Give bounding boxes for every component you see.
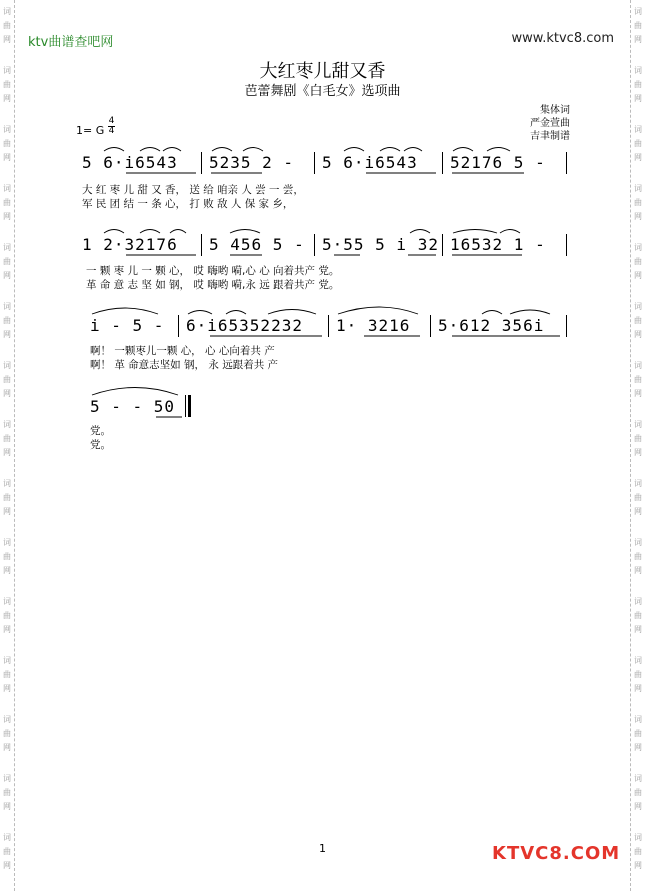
line3-lyrics-verse2: 啊！ 革 命意志坚如 钢， 永 远跟着共 产 (90, 359, 279, 371)
watermark-glyph: 曲 (634, 670, 642, 679)
watermark-glyph: 词 (3, 243, 11, 252)
watermark-glyph: 曲 (634, 257, 642, 266)
time-sig-numerator: 4 (108, 116, 115, 126)
watermark-glyph: 曲 (634, 139, 642, 148)
watermark-glyph: 曲 (634, 552, 642, 561)
line1-measure3: 5 6·i6543 (322, 153, 418, 172)
watermark-glyph: 曲 (634, 434, 642, 443)
watermark-glyph: 词 (634, 774, 642, 783)
site-url-right[interactable]: www.ktvc8.com (511, 31, 614, 46)
watermark-glyph: 曲 (3, 552, 11, 561)
watermark-glyph: 词 (3, 715, 11, 724)
watermark-glyph: 词 (3, 66, 11, 75)
line3-measure3: 1· 3216 (336, 316, 411, 335)
line1-measure4: 52176 5 - (450, 153, 546, 172)
line1-measure1: 5 6·i6543 (82, 153, 178, 172)
line1-lyrics-verse2: 军 民 团 结 一 条 心， 打 败 敌 人 保 家 乡， (82, 198, 294, 210)
line2-lyrics-verse1: 一 颗 枣 儿 一 颗 心， 哎 嗨哟 嗬,心 心 向着共产 党。 (86, 265, 340, 277)
watermark-glyph: 网 (3, 802, 11, 811)
time-sig-denominator: 4 (108, 126, 115, 136)
watermark-glyph: 曲 (3, 788, 11, 797)
line3-measure1: i - 5 - (90, 316, 165, 335)
watermark-glyph: 曲 (634, 316, 642, 325)
song-title: 大红枣儿甜又香 (259, 61, 386, 82)
watermark-glyph: 网 (634, 153, 642, 162)
line2-measure3: 5·55 5 i 32 (322, 235, 439, 254)
watermark-glyph: 网 (3, 330, 11, 339)
line3-lyrics-verse1: 啊！ 一颗枣儿一颗 心， 心 心向着共 产 (90, 345, 275, 357)
page-number: 1 (319, 842, 326, 855)
watermark-glyph: 词 (3, 597, 11, 606)
song-subtitle: 芭蕾舞剧《白毛女》选项曲 (244, 84, 401, 99)
watermark-glyph: 曲 (3, 316, 11, 325)
watermark-glyph: 网 (634, 684, 642, 693)
watermark-glyph: 曲 (634, 611, 642, 620)
watermark-glyph: 词 (3, 184, 11, 193)
watermark-glyph: 词 (634, 66, 642, 75)
line3-measure2: 6·i65352232 (186, 316, 303, 335)
line4-measure1: 5 - - 50 (90, 397, 176, 416)
watermark-glyph: 曲 (3, 493, 11, 502)
watermark-glyph: 词 (634, 184, 642, 193)
watermark-glyph: 曲 (634, 493, 642, 502)
watermark-glyph: 网 (634, 566, 642, 575)
watermark-glyph: 曲 (3, 729, 11, 738)
line1-measure2: 5235 2 - (209, 153, 295, 172)
watermark-glyph: 网 (3, 861, 11, 870)
watermark-glyph: 词 (634, 361, 642, 370)
watermark-glyph: 词 (3, 302, 11, 311)
watermark-glyph: 网 (3, 743, 11, 752)
watermark-glyph: 网 (634, 94, 642, 103)
line1-lyrics-verse1: 大 红 枣 儿 甜 又 香， 送 给 咱亲 人 尝 一 尝， (82, 184, 304, 196)
watermark-glyph: 词 (634, 833, 642, 842)
watermark-glyph: 词 (634, 715, 642, 724)
watermark-glyph: 网 (3, 507, 11, 516)
line2-lyrics-verse2: 革 命 意 志 坚 如 钢， 哎 嗨哟 嗬,永 远 跟着共产 党。 (86, 279, 340, 291)
watermark-glyph: 网 (634, 743, 642, 752)
site-name-left[interactable]: ktv曲谱查吧网 (28, 35, 114, 50)
line2-measure4: 16532 1 - (450, 235, 546, 254)
composer-credit: 严金萱曲 (530, 118, 570, 129)
watermark-glyph: 曲 (3, 257, 11, 266)
site-logo: KTVC8.COM (492, 843, 621, 864)
watermark-glyph: 网 (3, 271, 11, 280)
watermark-glyph: 词 (3, 125, 11, 134)
watermark-glyph: 网 (634, 861, 642, 870)
watermark-glyph: 网 (3, 389, 11, 398)
watermark-glyph: 词 (634, 420, 642, 429)
key-signature: 1= G (76, 124, 105, 137)
watermark-glyph: 词 (3, 656, 11, 665)
watermark-glyph: 词 (634, 125, 642, 134)
watermark-glyph: 网 (634, 271, 642, 280)
watermark-glyph: 词 (634, 7, 642, 16)
watermark-glyph: 曲 (634, 198, 642, 207)
watermark-glyph: 网 (3, 625, 11, 634)
watermark-glyph: 曲 (3, 139, 11, 148)
line2-measure2: 5 456 5 - (209, 235, 305, 254)
watermark-glyph: 曲 (634, 847, 642, 856)
line2-measure1: 1 2·32176 (82, 235, 178, 254)
watermark-glyph: 网 (634, 389, 642, 398)
watermark-glyph: 词 (3, 833, 11, 842)
watermark-glyph: 曲 (634, 729, 642, 738)
watermark-glyph: 词 (634, 302, 642, 311)
watermark-glyph: 网 (634, 802, 642, 811)
watermark-glyph: 曲 (3, 375, 11, 384)
watermark-glyph: 曲 (3, 21, 11, 30)
watermark-glyph: 网 (3, 566, 11, 575)
watermark-glyph: 词 (634, 597, 642, 606)
watermark-glyph: 曲 (3, 198, 11, 207)
watermark-glyph: 网 (3, 448, 11, 457)
watermark-glyph: 曲 (3, 670, 11, 679)
watermark-glyph: 网 (3, 35, 11, 44)
watermark-glyph: 曲 (3, 80, 11, 89)
lyricist-credit: 集体词 (540, 105, 570, 116)
watermark-glyph: 曲 (634, 80, 642, 89)
line4-lyrics-verse2: 党。 (90, 439, 111, 451)
watermark-glyph: 词 (3, 361, 11, 370)
watermark-glyph: 词 (3, 538, 11, 547)
watermark-glyph: 网 (634, 507, 642, 516)
watermark-glyph: 网 (3, 212, 11, 221)
line3-measure4: 5·612 356i (438, 316, 545, 335)
watermark-glyph: 曲 (3, 434, 11, 443)
watermark-glyph: 词 (3, 7, 11, 16)
watermark-glyph: 曲 (634, 21, 642, 30)
watermark-glyph: 网 (3, 94, 11, 103)
line4-lyrics-verse1: 党。 (90, 425, 111, 437)
watermark-glyph: 词 (3, 420, 11, 429)
watermark-glyph: 网 (634, 330, 642, 339)
transcriber-credit: 吉聿制谱 (530, 131, 570, 142)
watermark-glyph: 曲 (3, 611, 11, 620)
watermark-glyph: 网 (3, 684, 11, 693)
watermark-glyph: 词 (634, 538, 642, 547)
watermark-glyph: 曲 (3, 847, 11, 856)
watermark-glyph: 词 (634, 479, 642, 488)
watermark-glyph: 网 (634, 448, 642, 457)
watermark-glyph: 网 (3, 153, 11, 162)
watermark-glyph: 词 (3, 479, 11, 488)
watermark-glyph: 网 (634, 212, 642, 221)
watermark-glyph: 网 (634, 35, 642, 44)
watermark-glyph: 曲 (634, 788, 642, 797)
watermark-glyph: 词 (634, 243, 642, 252)
watermark-glyph: 曲 (634, 375, 642, 384)
watermark-glyph: 词 (3, 774, 11, 783)
watermark-glyph: 网 (634, 625, 642, 634)
watermark-glyph: 词 (634, 656, 642, 665)
